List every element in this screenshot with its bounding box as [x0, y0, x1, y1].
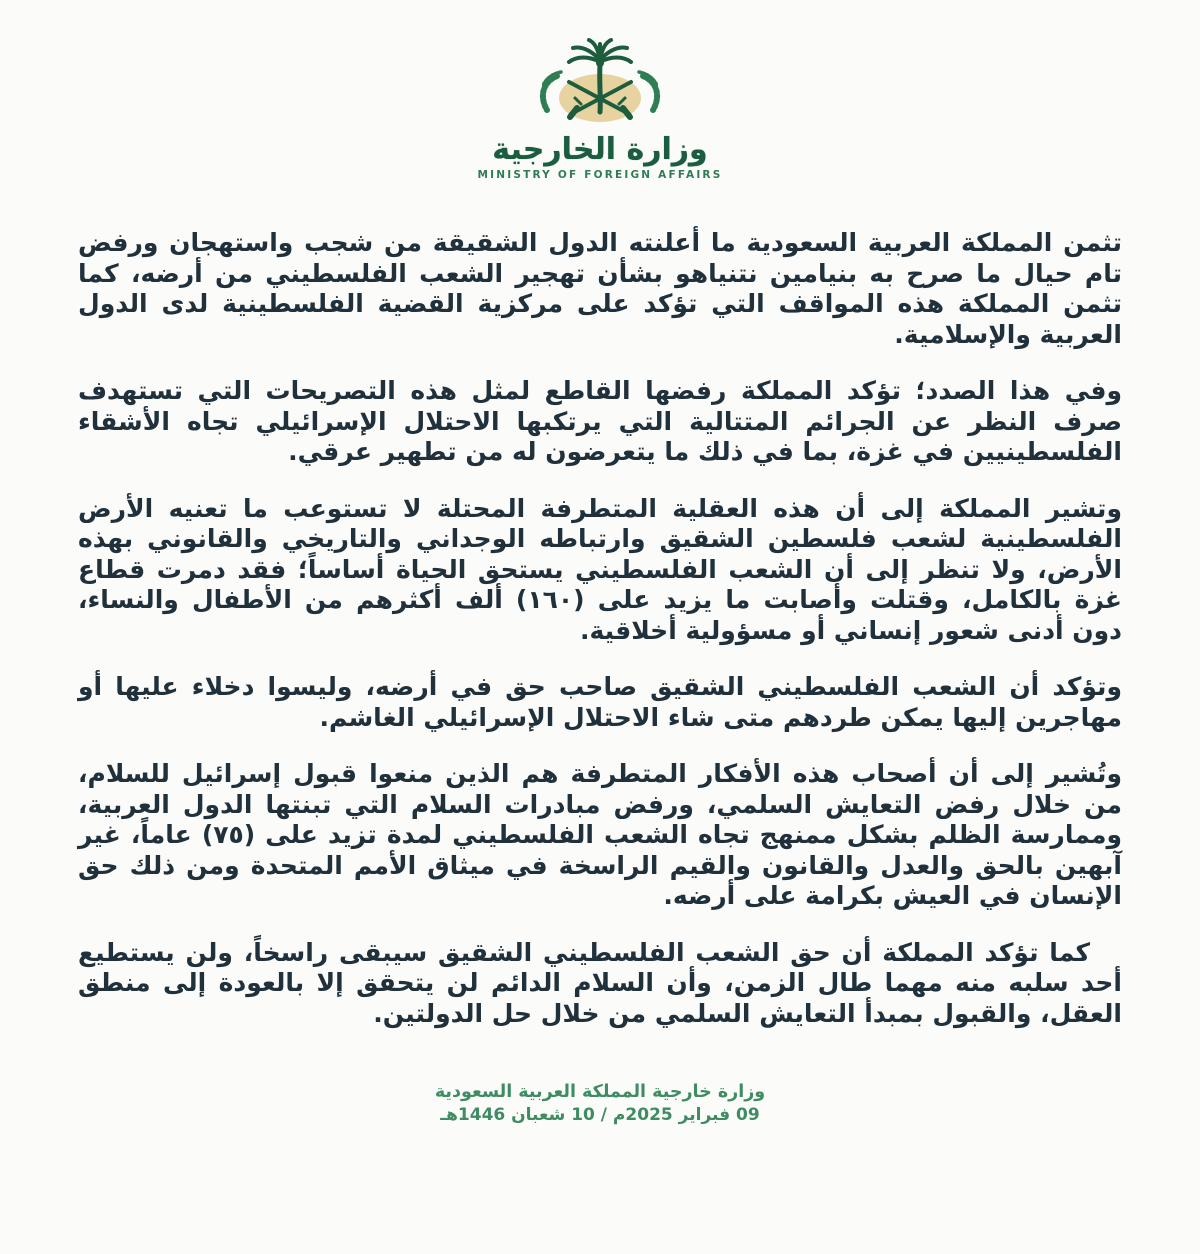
footer-ministry-line: وزارة خارجية المملكة العربية السعودية — [434, 1082, 766, 1102]
statement-paragraph-2: وفي هذا الصدد؛ تؤكد المملكة رفضها القاطع لمثل هذه التصريحات التي تستهدف صرف النظر عن الجرائم المتتالية التي يرتكبها الاحتلال الإسرائيلي تجاه الأشقاء الفلسطينيين في غزة، بما في ذلك ما يتعرضون له من تطهير عرقي. — [78, 376, 1122, 466]
footer-date-line: 09 فبراير 2025م / 10 شعبان 1446هـ — [440, 1105, 760, 1125]
statement-paragraph-5: وتُشير إلى أن أصحاب هذه الأفكار المتطرفة هم الذين منعوا قبول إسرائيل للسلام، من خلال رفض التعايش السلمي، ورفض مبادرات السلام التي تبنتها الدول العربية، وممارسة الظلم بشكل ممنهج تجاه الشعب الفلسطيني لمدة تزيد على (٧٥) عاماً، غير آبهين بالحق والعدل والقانون والقيم الراسخة في ميثاق الأمم المتحدة ومن ذلك حق الإنسان في العيش بكرامة على أرضه. — [78, 759, 1122, 910]
document-footer — [0, 1081, 1200, 1127]
ministry-name-arabic: وزارة الخارجية — [492, 132, 708, 167]
statement-body — [78, 228, 1122, 1029]
statement-paragraph-1: تثمن المملكة العربية السعودية ما أعلنته الدول الشقيقة من شجب واستهجان ورفض تام حيال ما صرح به بنيامين نتنياهو بشأن تهجير الشعب الفلسطيني من أرضه، كما تثمن المملكة هذه المواقف التي تؤكد على مركزية القضية الفلسطينية لدى الدول العربية والإسلامية. — [78, 228, 1122, 349]
ministry-name-english: MINISTRY OF FOREIGN AFFAIRS — [477, 169, 723, 181]
mofa-emblem-icon — [531, 38, 669, 130]
statement-paragraph-4: وتؤكد أن الشعب الفلسطيني الشقيق صاحب حق في أرضه، وليسوا دخلاء عليها أو مهاجرين إليها يمكن طردهم متى شاء الاحتلال الإسرائيلي الغاشم. — [78, 672, 1122, 732]
statement-paragraph-6: كما تؤكد المملكة أن حق الشعب الفلسطيني الشقيق سيبقى راسخاً، ولن يستطيع أحد سلبه منه مهما طال الزمن، وأن السلام الدائم لن يتحقق إلا بالعودة إلى منطق العقل، والقبول بمبدأ التعايش السلمي من خلال حل الدولتين. — [78, 937, 1122, 1028]
document-header — [0, 38, 1200, 182]
statement-paragraph-3: وتشير المملكة إلى أن هذه العقلية المتطرفة المحتلة لا تستوعب ما تعنيه الأرض الفلسطينية لشعب فلسطين الشقيق وارتباطه الوجداني والتاريخي والقانوني بهذه الأرض، ولا تنظر إلى أن الشعب الفلسطيني يستحق الحياة أساساً؛ فقد دمرت قطاع غزة بالكامل، وقتلت وأصابت ما يزيد على (١٦٠) ألف أكثرهم من الأطفال والنساء، دون أدنى شعور إنساني أو مسؤولية أخلاقية. — [78, 493, 1122, 645]
